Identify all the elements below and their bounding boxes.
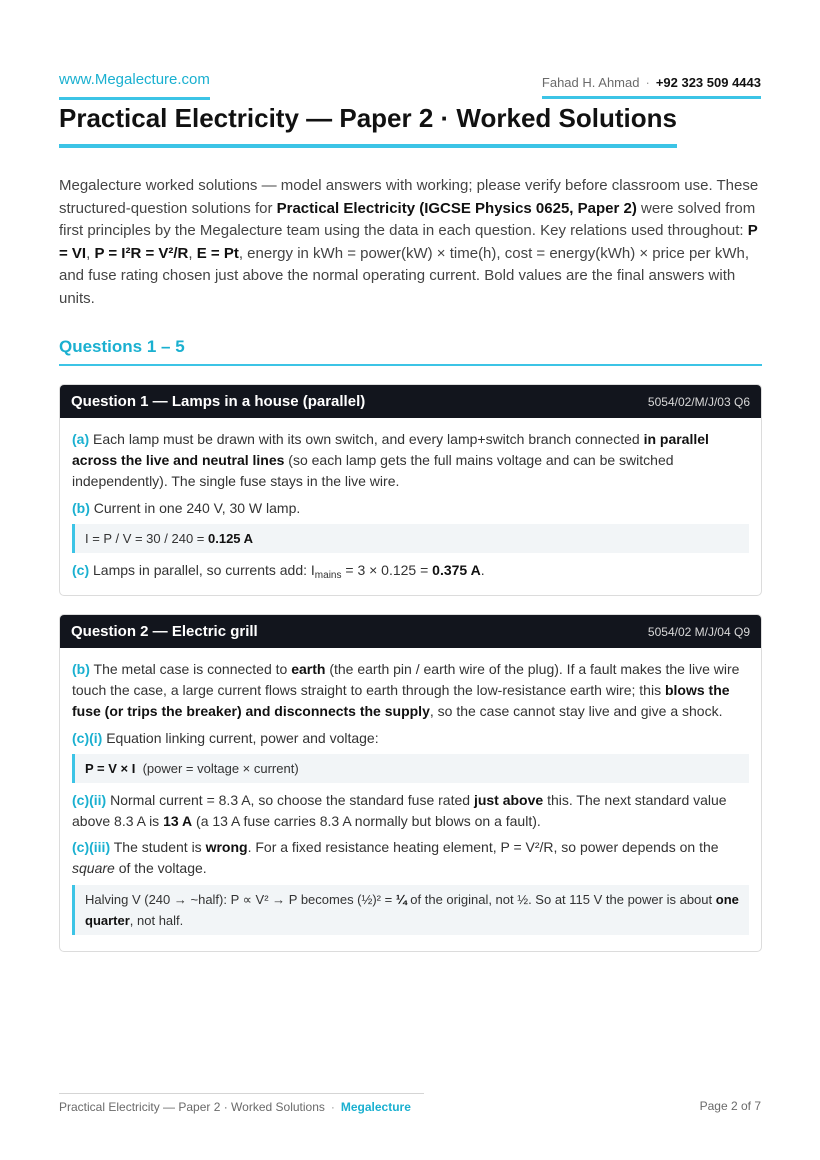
q1-b-eq-text: I = P / V = 30 / 240 = [85, 530, 208, 546]
intro-formula-2: P = I²R = V²/R [94, 244, 189, 262]
q1-part-a [72, 429, 749, 493]
q1-a-label: (a) [72, 431, 90, 447]
q1-b-equation [72, 524, 749, 553]
q2-ciii-eq-text-2: of the original, not ½. So at 115 V the power is about [406, 891, 716, 907]
question-1-card [59, 384, 762, 596]
q2-ci-eq-text: (power = voltage × current) [135, 760, 299, 776]
question-1-title: Question 1 — Lamps in a house (parallel) [71, 393, 366, 410]
q2-cii-bold-2: 13 A [163, 813, 193, 830]
q2-ciii-text-3: of the voltage. [114, 860, 207, 877]
q2-ciii-eq-text-3: , not half. [129, 912, 184, 928]
q2-cii-text-3: (a 13 A fuse carries 8.3 A normally but blows on a fault). [192, 813, 541, 830]
question-2-card [59, 614, 762, 952]
footer-doc-title: Practical Electricity — Paper 2 · Worked Solutions [59, 1100, 325, 1114]
footer-brand: Megalecture [340, 1100, 411, 1114]
q2-ci-equation [72, 754, 749, 783]
footer-separator: · [330, 1100, 335, 1114]
q1-part-b [72, 498, 749, 519]
q1-a-text-1: Each lamp must be drawn with its own switch, and every lamp+switch branch connected [89, 431, 644, 447]
q2-b-bold-1: earth [291, 661, 326, 677]
q2-ci-text: Equation linking current, power and voltage: [102, 729, 379, 746]
q2-ciii-text-2: . For a fixed resistance heating element, P = V²/R, so power depends on the [247, 839, 719, 856]
q2-ciii-italic: square [72, 860, 115, 877]
q2-part-b [72, 659, 749, 723]
q2-ci-eq-bold: P = V × I [85, 760, 136, 776]
contact-info [542, 75, 761, 99]
q1-b-text: Current in one 240 V, 30 W lamp. [89, 499, 301, 516]
footer-document [59, 1093, 424, 1114]
q2-b-label: (b) [72, 661, 90, 677]
section-title: Questions 1 – 5 [59, 337, 762, 366]
q1-b-label: (b) [72, 499, 90, 516]
q2-ciii-eq-bold-2: one quarter [85, 891, 739, 928]
phone-number: +92 323 509 4443 [655, 75, 761, 90]
intro-text-2: were solved from first principles by the Megalecture team using the data in each question. Key relations used throughout: [59, 199, 756, 240]
question-2-title: Question 2 — Electric grill [71, 623, 258, 640]
q2-ciii-bold-1: wrong [205, 839, 248, 856]
intro-text-3: , energy in kWh = power(kW) × time(h), cost = energy(kWh) × price per kWh, and fuse rating chosen just above the normal operating current. Bold values are the final answers with units. [59, 244, 749, 307]
intro-comma-1: , [86, 244, 95, 262]
q2-b-text-1: The metal case is connected to [89, 661, 292, 677]
question-1-body [60, 418, 761, 595]
page-title: Practical Electricity — Paper 2 · Worked Solutions [59, 103, 677, 148]
q2-part-c-iii [72, 837, 749, 879]
q2-part-c-ii [72, 790, 749, 832]
q1-a-text-2: (so each lamp gets the full mains voltage and can be switched independently). The single fuse stays in the live wire. [72, 452, 674, 490]
q1-c-label: (c) [72, 561, 90, 578]
author-name: Fahad H. Ahmad [541, 75, 640, 90]
q2-part-c-i [72, 728, 749, 749]
q2-b-text-3: , so the case cannot stay live and give a shock. [429, 703, 723, 720]
q2-ciii-note [72, 885, 749, 935]
q2-ciii-text-1: The student is [110, 839, 206, 856]
q1-a-bold: in parallel across the live and neutral lines [72, 431, 709, 469]
q1-c-text-1: Lamps in parallel, so currents add: I [89, 561, 315, 578]
q2-cii-label: (c)(ii) [72, 791, 107, 808]
q2-b-bold-2: blows the fuse (or trips the breaker) and disconnects the supply [72, 682, 730, 720]
q2-b-text-2: (the earth pin / earth wire of the plug). If a fault makes the live wire touch the case, a large current flows straight to earth through the low-resistance earth wire; this [72, 661, 740, 699]
question-1-ref: 5054/02/M/J/03 Q6 [647, 394, 750, 409]
q2-cii-bold-1: just above [473, 791, 544, 808]
contact-separator: · [645, 75, 650, 90]
intro-bold-subject: Practical Electricity (IGCSE Physics 0625, Paper 2) [276, 199, 637, 217]
q2-ciii-eq-text-1: Halving V (240 → ~half): P ∝ V² → P becomes (½)² = [85, 891, 396, 907]
intro-paragraph [59, 175, 759, 311]
q1-c-answer: 0.375 A [432, 561, 481, 578]
q1-b-answer: 0.125 A [208, 530, 254, 546]
intro-text-1: Megalecture worked solutions — model answers with working; please verify before classroom use. These structured-question solutions for [59, 177, 759, 217]
q2-ciii-eq-bold-1: ¼ [395, 891, 407, 907]
intro-comma-2: , [188, 244, 197, 262]
q1-c-subscript: mains [314, 569, 342, 581]
page-number: Page 2 of 7 [699, 1099, 761, 1113]
q2-cii-text-1: Normal current = 8.3 A, so choose the standard fuse rated [106, 791, 474, 808]
question-2-ref: 5054/02 M/J/04 Q9 [647, 624, 750, 639]
q1-part-c [72, 560, 749, 581]
question-2-body [60, 648, 761, 951]
q2-ciii-label: (c)(iii) [72, 839, 111, 856]
question-2-header [60, 615, 761, 648]
q2-cii-text-2: this. The next standard value above 8.3 A is [72, 791, 727, 830]
q1-c-text-2: = 3 × 0.125 = [341, 561, 433, 578]
intro-formula-1: P = VI [59, 222, 758, 262]
site-link[interactable]: www.Megalecture.com [59, 71, 210, 100]
q1-c-text-3: . [480, 561, 485, 578]
question-1-header [60, 385, 761, 418]
intro-formula-3: E = Pt [196, 244, 239, 262]
q2-ci-label: (c)(i) [72, 729, 103, 746]
